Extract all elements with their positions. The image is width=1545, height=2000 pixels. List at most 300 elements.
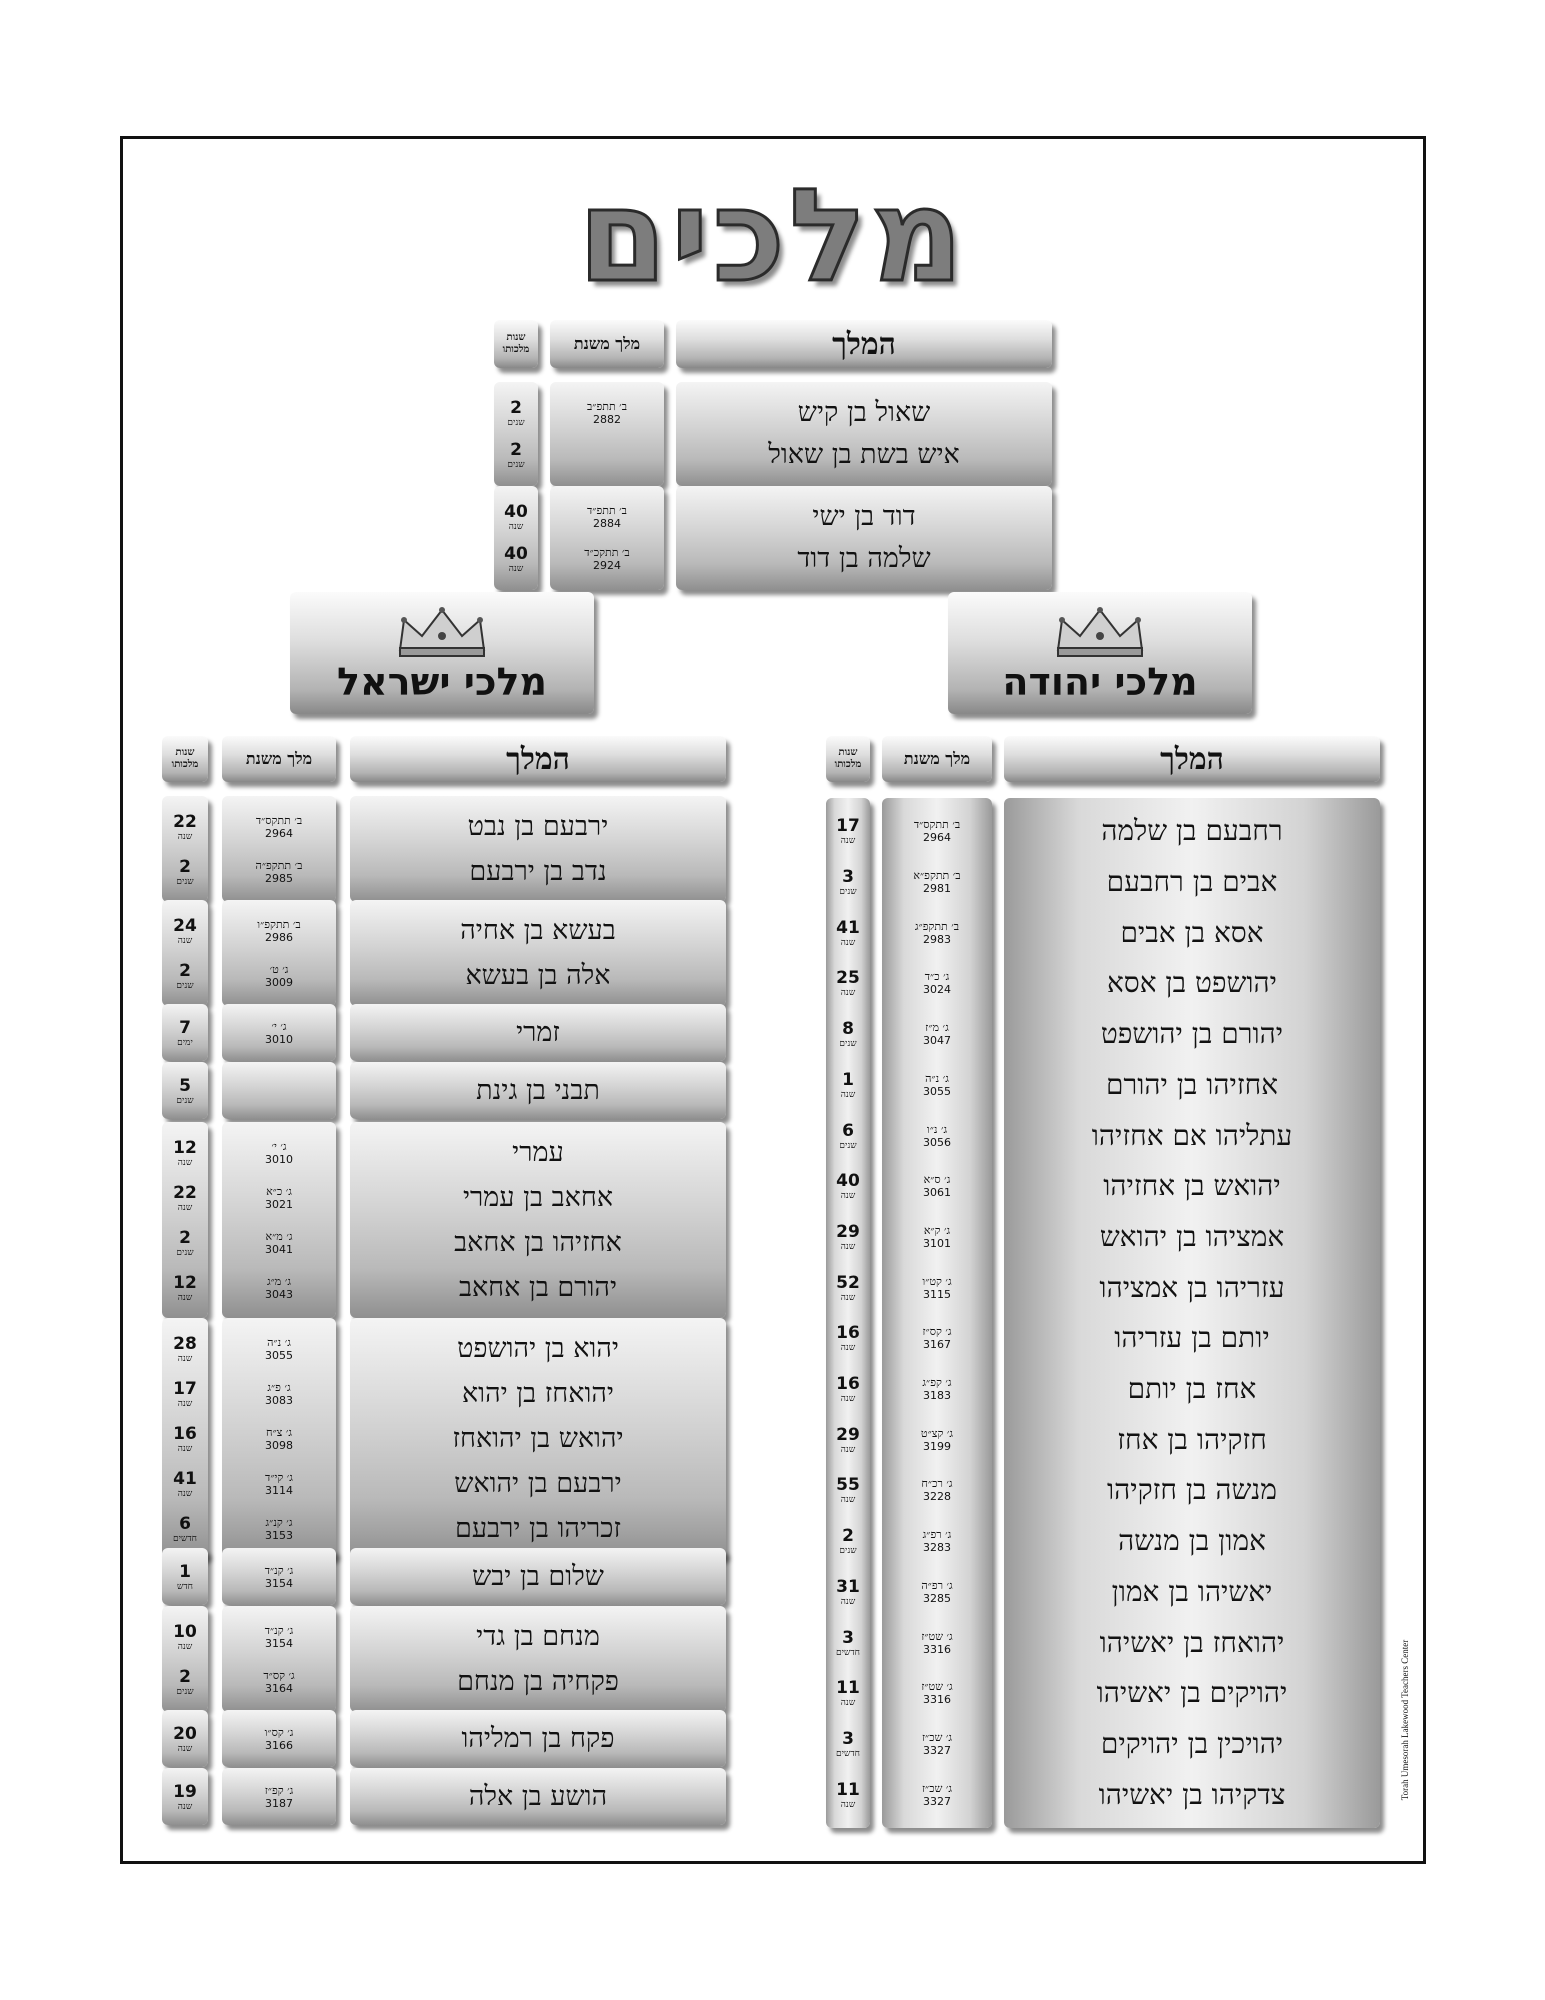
israel-header-start <box>222 736 336 782</box>
reign-length-number: 2 <box>179 1227 191 1248</box>
king-name: רחבעם בן שלמה <box>1101 814 1283 848</box>
reign-length-unit: שנים <box>176 1686 194 1697</box>
reign-start-year: 3024 <box>923 983 951 997</box>
reign-length <box>162 962 208 992</box>
date-group-box <box>222 1318 336 1559</box>
reign-start <box>882 869 992 895</box>
king-name: מנשה בן חזקיהו <box>1106 1473 1278 1507</box>
years-group-box <box>162 900 208 1006</box>
header-years-line1: שנות <box>506 332 526 343</box>
reign-length-number: 5 <box>179 1075 191 1096</box>
reign-start-hebrew: ג׳ כ״א <box>266 1184 292 1198</box>
reign-start-hebrew: ג׳ נ״ה <box>925 1071 949 1085</box>
king-name: יאשיהו בן אמון <box>1111 1574 1273 1608</box>
king-name: חזקיהו בן אחז <box>1117 1422 1267 1456</box>
reign-start <box>882 1021 992 1047</box>
reign-start-year: 3167 <box>923 1338 951 1352</box>
reign-start-year: 3166 <box>265 1738 293 1752</box>
header-king-label: המלך <box>1160 741 1224 777</box>
king-name: אלה בן בעשא <box>465 959 611 991</box>
united-header-start <box>550 320 664 368</box>
reign-length <box>494 399 538 429</box>
years-group-box <box>162 1318 208 1559</box>
reign-length-number: 40 <box>504 502 528 522</box>
reign-start-year: 2924 <box>593 559 621 572</box>
reign-start <box>882 920 992 946</box>
reign-start <box>222 1140 336 1166</box>
reign-length <box>826 1781 870 1811</box>
reign-length-number: 6 <box>842 1120 854 1141</box>
king-name: יהורם בן אחאב <box>458 1271 618 1303</box>
reign-length-unit: שנים <box>176 1247 194 1258</box>
header-king-label: המלך <box>832 326 896 362</box>
reign-length <box>162 1184 208 1214</box>
king-name: יהויקים בן יאשיהו <box>1096 1676 1288 1710</box>
reign-start-year: 3056 <box>923 1135 951 1149</box>
reign-length-unit: שנה <box>840 1241 856 1252</box>
reign-length <box>162 1783 208 1813</box>
reign-length-number: 2 <box>510 398 522 418</box>
reign-start-year: 3183 <box>923 1389 951 1403</box>
reign-start <box>550 504 664 530</box>
king-name: עמרי <box>512 1136 564 1168</box>
reign-start <box>222 1564 336 1590</box>
reign-length-number: 40 <box>504 544 528 564</box>
reign-length <box>826 817 870 847</box>
reign-length-number: 2 <box>179 960 191 981</box>
reign-start-year: 2986 <box>265 930 293 944</box>
reign-start-year: 3047 <box>923 1034 951 1048</box>
reign-length-unit: שנים <box>839 1039 857 1050</box>
reign-start-year: 3101 <box>923 1236 951 1250</box>
reign-length <box>494 545 538 575</box>
reign-start-year: 3187 <box>265 1796 293 1810</box>
reign-length-unit: חדשים <box>835 1647 860 1658</box>
reign-start-hebrew: ג׳ רפ״ג <box>922 1528 952 1542</box>
reign-start <box>882 1123 992 1149</box>
credit-label <box>1398 1620 1412 1820</box>
reign-length-number: 2 <box>510 440 522 460</box>
reign-length <box>826 1274 870 1304</box>
united-header-king <box>676 320 1052 368</box>
reign-length <box>826 1578 870 1608</box>
reign-start <box>882 1782 992 1808</box>
judah-kings-box <box>1004 798 1380 1828</box>
reign-length-number: 25 <box>836 968 860 989</box>
reign-start-hebrew: ב׳ תתפ״ב <box>587 400 627 413</box>
reign-start <box>222 1185 336 1211</box>
date-group-box <box>222 1768 336 1825</box>
king-name: שאול בן קיש <box>797 397 931 428</box>
header-years-label <box>162 736 208 782</box>
king-group-box <box>350 1004 726 1061</box>
date-group-box <box>550 486 664 590</box>
king-name: אחזיהו בן יהורם <box>1105 1067 1279 1101</box>
reign-length <box>826 1375 870 1405</box>
reign-length-number: 29 <box>836 1424 860 1445</box>
reign-start-hebrew: ג׳ ק״א <box>923 1223 951 1237</box>
reign-start <box>882 1528 992 1554</box>
reign-start <box>222 1020 336 1046</box>
reign-length-unit: ימים <box>177 1037 193 1048</box>
reign-start <box>222 1726 336 1752</box>
reign-length <box>162 1470 208 1500</box>
judah-header-years <box>826 736 870 782</box>
years-group-box <box>162 1710 208 1767</box>
reign-length-number: 12 <box>173 1137 197 1158</box>
reign-start-hebrew: ג׳ שכ״ז <box>921 1781 953 1795</box>
header-start-label: מלך משנת <box>245 749 313 768</box>
reign-start-hebrew: ג׳ קס״ז <box>922 1325 952 1339</box>
reign-length <box>826 1476 870 1506</box>
reign-length <box>826 1527 870 1557</box>
reign-length-unit: שנים <box>839 1140 857 1151</box>
reign-length-number: 11 <box>836 1779 860 1800</box>
reign-length <box>826 1324 870 1354</box>
reign-start <box>222 1624 336 1650</box>
reign-start-hebrew: ג׳ נ״ה <box>267 1335 291 1349</box>
king-group-box <box>350 1062 726 1119</box>
israel-header-king <box>350 736 726 782</box>
reign-length-unit: שנה <box>177 831 193 842</box>
king-name: בעשא בן אחיה <box>460 914 616 946</box>
reign-length-unit: שנה <box>177 1202 193 1213</box>
reign-start-hebrew: ב׳ תתקכ״ד <box>584 546 630 559</box>
reign-start <box>222 1426 336 1452</box>
header-years-line2: מלכותו <box>171 759 199 770</box>
page-title: מלכים <box>577 162 968 311</box>
reign-start <box>882 1630 992 1656</box>
king-group-box <box>350 1548 726 1605</box>
reign-length-unit: שנה <box>177 1157 193 1168</box>
reign-start-year: 3021 <box>265 1197 293 1211</box>
reign-start <box>882 1275 992 1301</box>
header-years-line2: מלכותו <box>834 759 862 770</box>
reign-start-hebrew: ג׳ רפ״ה <box>921 1578 953 1592</box>
reign-start <box>882 1579 992 1605</box>
king-name: דוד בן ישי <box>812 501 916 532</box>
reign-start <box>222 1784 336 1810</box>
reign-length-unit: שנה <box>177 1398 193 1409</box>
reign-length <box>162 1335 208 1365</box>
reign-start <box>882 1477 992 1503</box>
reign-length-unit: שנה <box>840 937 856 948</box>
reign-length <box>162 1563 208 1593</box>
reign-length-number: 16 <box>173 1423 197 1444</box>
reign-length-unit: שנה <box>508 522 524 532</box>
reign-start-year: 3010 <box>265 1032 293 1046</box>
king-group-box <box>350 1318 726 1559</box>
reign-start <box>222 1230 336 1256</box>
reign-length <box>826 1223 870 1253</box>
reign-length <box>162 1425 208 1455</box>
reign-start <box>882 1325 992 1351</box>
reign-start-hebrew: ג׳ שכ״ז <box>921 1730 953 1744</box>
king-name: אחזיהו בן אחאב <box>454 1226 622 1258</box>
king-name: איש בשת בן שאול <box>768 439 960 470</box>
header-years-line1: שנות <box>838 747 858 758</box>
reign-length <box>494 503 538 533</box>
kingdom-judah-title: מלכי יהודה <box>1002 660 1198 704</box>
reign-start-hebrew: ג׳ שט״ז <box>921 1680 953 1694</box>
reign-length-unit: שנה <box>840 1495 856 1506</box>
united-header-years <box>494 320 538 368</box>
reign-length-number: 11 <box>836 1678 860 1699</box>
reign-length-number: 12 <box>173 1272 197 1293</box>
reign-length <box>162 1077 208 1107</box>
king-name: יהואחז בן יהוא <box>461 1377 614 1409</box>
king-name: יהואחז בן יאשיהו <box>1099 1625 1285 1659</box>
reign-start-year: 3199 <box>923 1439 951 1453</box>
king-name: אחאב בן עמרי <box>462 1181 614 1213</box>
reign-start-hebrew: ג׳ כ״ד <box>924 970 950 984</box>
reign-start-hebrew: ג׳ מ״א <box>265 1229 293 1243</box>
king-name: יהורם בן יהושפט <box>1100 1017 1284 1051</box>
years-group-box <box>162 1062 208 1119</box>
reign-start <box>882 1680 992 1706</box>
reign-start <box>882 1224 992 1250</box>
reign-length-number: 52 <box>836 1272 860 1293</box>
reign-length <box>826 1730 870 1760</box>
reign-start-year: 3327 <box>923 1743 951 1757</box>
reign-start <box>222 1516 336 1542</box>
credit-text: Torah Umesorah Lakewood Teachers Center <box>1400 1639 1410 1801</box>
reign-length-number: 1 <box>842 1069 854 1090</box>
years-group-box <box>162 1606 208 1712</box>
reign-start-year: 3164 <box>265 1681 293 1695</box>
reign-length-unit: שנה <box>840 1444 856 1455</box>
reign-start <box>882 1731 992 1757</box>
years-group-box <box>162 1004 208 1061</box>
reign-start-hebrew: ג׳ קפ״ג <box>922 1376 952 1390</box>
reign-start-year: 2882 <box>593 413 621 426</box>
reign-start-hebrew: ב׳ תתקפ״ו <box>257 917 301 931</box>
reign-length-unit: חדש <box>176 1581 194 1592</box>
crown-icon <box>1052 606 1148 658</box>
king-name: ירבעם בן נבט <box>467 810 609 842</box>
reign-length-number: 10 <box>173 1621 197 1642</box>
king-name: זמרי <box>516 1016 560 1048</box>
reign-length-unit: שנה <box>840 1799 856 1810</box>
reign-length <box>162 1668 208 1698</box>
king-group-box <box>676 382 1052 486</box>
date-group-box <box>222 1548 336 1605</box>
reign-length-unit: שנה <box>508 564 524 574</box>
king-group-box <box>350 796 726 902</box>
reign-start-year: 3043 <box>265 1287 293 1301</box>
reign-start <box>222 1669 336 1695</box>
king-name: אמון בן מנשה <box>1118 1524 1266 1558</box>
header-years-label <box>826 736 870 782</box>
years-group-box <box>162 796 208 902</box>
date-group-box <box>222 900 336 1006</box>
reign-length-unit: שנים <box>176 876 194 887</box>
reign-length <box>826 969 870 999</box>
header-years-line2: מלכותו <box>502 344 530 355</box>
reign-start <box>882 818 992 844</box>
reign-length-unit: שנים <box>176 1095 194 1106</box>
reign-start-hebrew: ג׳ מ״ז <box>925 1021 949 1035</box>
reign-start-hebrew: ב׳ תתקפ״ג <box>914 919 960 933</box>
date-group-box <box>222 1062 336 1119</box>
reign-start-hebrew: ב׳ תתקס״ד <box>913 818 961 832</box>
reign-length-unit: שנה <box>177 1353 193 1364</box>
king-name: שלמה בן דוד <box>797 543 931 574</box>
reign-length-unit: חדשים <box>172 1533 197 1544</box>
reign-length-number: 7 <box>179 1017 191 1038</box>
reign-length-number: 20 <box>173 1723 197 1744</box>
reign-start <box>222 963 336 989</box>
reign-length-unit: שנה <box>177 1801 193 1812</box>
reign-length-unit: שנה <box>840 1394 856 1405</box>
reign-start-year: 3083 <box>265 1393 293 1407</box>
reign-start-hebrew: ג׳ קפ״ז <box>264 1783 294 1797</box>
reign-length <box>162 917 208 947</box>
reign-start <box>222 1275 336 1301</box>
reign-start <box>882 970 992 996</box>
reign-length-number: 16 <box>836 1374 860 1395</box>
years-group-box <box>162 1122 208 1318</box>
reign-length-number: 2 <box>179 856 191 877</box>
kingdom-israel-box <box>290 592 594 714</box>
reign-length-number: 3 <box>842 867 854 888</box>
king-name: יהויכין בן יהויקים <box>1100 1726 1284 1760</box>
reign-length <box>826 1122 870 1152</box>
date-group-box <box>222 1004 336 1061</box>
reign-start-hebrew: ג׳ ס״א <box>923 1173 951 1187</box>
date-group-box <box>222 1606 336 1712</box>
reign-length <box>162 1725 208 1755</box>
reign-start-year: 2964 <box>923 831 951 845</box>
reign-length-number: 16 <box>836 1323 860 1344</box>
reign-start-year: 3153 <box>265 1528 293 1542</box>
reign-start-year: 3055 <box>265 1348 293 1362</box>
reign-length-unit: שנה <box>177 1443 193 1454</box>
date-group-box <box>222 1710 336 1767</box>
reign-start-hebrew: ג׳ קצ״ט <box>920 1426 954 1440</box>
reign-start-hebrew: ג׳ י׳ <box>271 1139 287 1153</box>
reign-length-unit: שנים <box>507 460 525 470</box>
header-start-label: מלך משנת <box>573 334 641 353</box>
reign-start-year: 3154 <box>265 1576 293 1590</box>
reign-length <box>162 1229 208 1259</box>
reign-start-hebrew: ג׳ קנ״ד <box>264 1623 294 1637</box>
reign-length-number: 6 <box>179 1513 191 1534</box>
reign-start-hebrew: ג׳ קס״ד <box>263 1668 295 1682</box>
reign-length-number: 17 <box>836 816 860 837</box>
reign-length-number: 17 <box>173 1378 197 1399</box>
king-name: צדקיהו בן יאשיהו <box>1098 1777 1286 1811</box>
reign-length-unit: שנה <box>840 1292 856 1303</box>
reign-length-number: 28 <box>173 1333 197 1354</box>
king-group-box <box>350 1768 726 1825</box>
reign-length-number: 22 <box>173 811 197 832</box>
reign-length-unit: שנה <box>840 1343 856 1354</box>
reign-start <box>222 1381 336 1407</box>
reign-length-number: 41 <box>836 917 860 938</box>
reign-length-unit: שנה <box>840 1596 856 1607</box>
reign-length-unit: שנה <box>177 1292 193 1303</box>
king-name: נדב בן ירבעם <box>469 855 607 887</box>
date-group-box <box>550 382 664 486</box>
reign-length <box>162 858 208 888</box>
reign-length-number: 3 <box>842 1728 854 1749</box>
reign-start <box>222 1471 336 1497</box>
reign-start <box>222 1336 336 1362</box>
reign-start-hebrew: ג׳ קס״ו <box>264 1725 294 1739</box>
reign-start-hebrew: ב׳ תתפ״ד <box>587 504 627 517</box>
years-group-box <box>162 1768 208 1825</box>
king-name: יהושפט בן אסא <box>1107 966 1277 1000</box>
reign-length-unit: שנה <box>840 836 856 847</box>
reign-length-number: 1 <box>179 1561 191 1582</box>
reign-start-hebrew: ג׳ קנ״ד <box>264 1563 294 1577</box>
reign-length <box>826 919 870 949</box>
reign-length <box>826 1071 870 1101</box>
reign-length-unit: שנים <box>839 887 857 898</box>
reign-start-year: 3061 <box>923 1186 951 1200</box>
reign-start-hebrew: ג׳ פ״ג <box>267 1380 291 1394</box>
king-name: עזריהו בן אמציהו <box>1099 1270 1285 1304</box>
reign-start-year: 2884 <box>593 517 621 530</box>
king-name: אחז בן יותם <box>1127 1372 1257 1406</box>
reign-start-year: 3041 <box>265 1242 293 1256</box>
reign-start-year: 3010 <box>265 1152 293 1166</box>
reign-length-number: 22 <box>173 1182 197 1203</box>
reign-start <box>550 546 664 572</box>
israel-header-years <box>162 736 208 782</box>
reign-length-number: 8 <box>842 1019 854 1040</box>
judah-header-start <box>882 736 992 782</box>
king-name: יותם בן עזריהו <box>1114 1321 1270 1355</box>
date-group-box <box>222 796 336 902</box>
reign-start <box>550 400 664 426</box>
date-group-box <box>222 1122 336 1318</box>
judah-dates-box <box>882 798 992 1828</box>
reign-start-hebrew: ג׳ שט״ז <box>921 1629 953 1643</box>
reign-start-year: 3316 <box>923 1642 951 1656</box>
reign-length <box>826 1679 870 1709</box>
reign-length-number: 2 <box>179 1666 191 1687</box>
king-name: שלום בן יבש <box>472 1560 604 1592</box>
reign-length <box>826 1020 870 1050</box>
years-group-box <box>494 486 538 590</box>
header-start-label: מלך משנת <box>903 749 971 768</box>
years-group-box <box>494 382 538 486</box>
reign-start-hebrew: ג׳ קט״ו <box>922 1274 952 1288</box>
reign-length-unit: שנה <box>177 1743 193 1754</box>
reign-start-hebrew: ב׳ תתקפ״א <box>913 869 961 883</box>
reign-length-unit: שנה <box>177 1641 193 1652</box>
reign-start-hebrew: ג׳ צ״ח <box>265 1425 293 1439</box>
reign-length-number: 19 <box>173 1781 197 1802</box>
reign-start-year: 2964 <box>265 826 293 840</box>
king-name: עתליהו אם אחזיהו <box>1091 1118 1293 1152</box>
reign-length <box>162 1274 208 1304</box>
king-group-box <box>350 1710 726 1767</box>
reign-start-year: 3283 <box>923 1541 951 1555</box>
reign-length-unit: שנה <box>840 988 856 999</box>
king-name: מנחם בן גדי <box>476 1620 600 1652</box>
header-years-label <box>494 320 538 368</box>
king-name: זכריהו בן ירבעם <box>454 1512 622 1544</box>
reign-start-year: 2985 <box>265 871 293 885</box>
king-name: ירבעם בן יהואש <box>454 1467 622 1499</box>
reign-start-hebrew: ג׳ קי״ד <box>265 1470 293 1484</box>
reign-length <box>494 441 538 471</box>
reign-start-hebrew: ג׳ רכ״ח <box>921 1477 953 1491</box>
king-name: אמציהו בן יהואש <box>1099 1219 1285 1253</box>
